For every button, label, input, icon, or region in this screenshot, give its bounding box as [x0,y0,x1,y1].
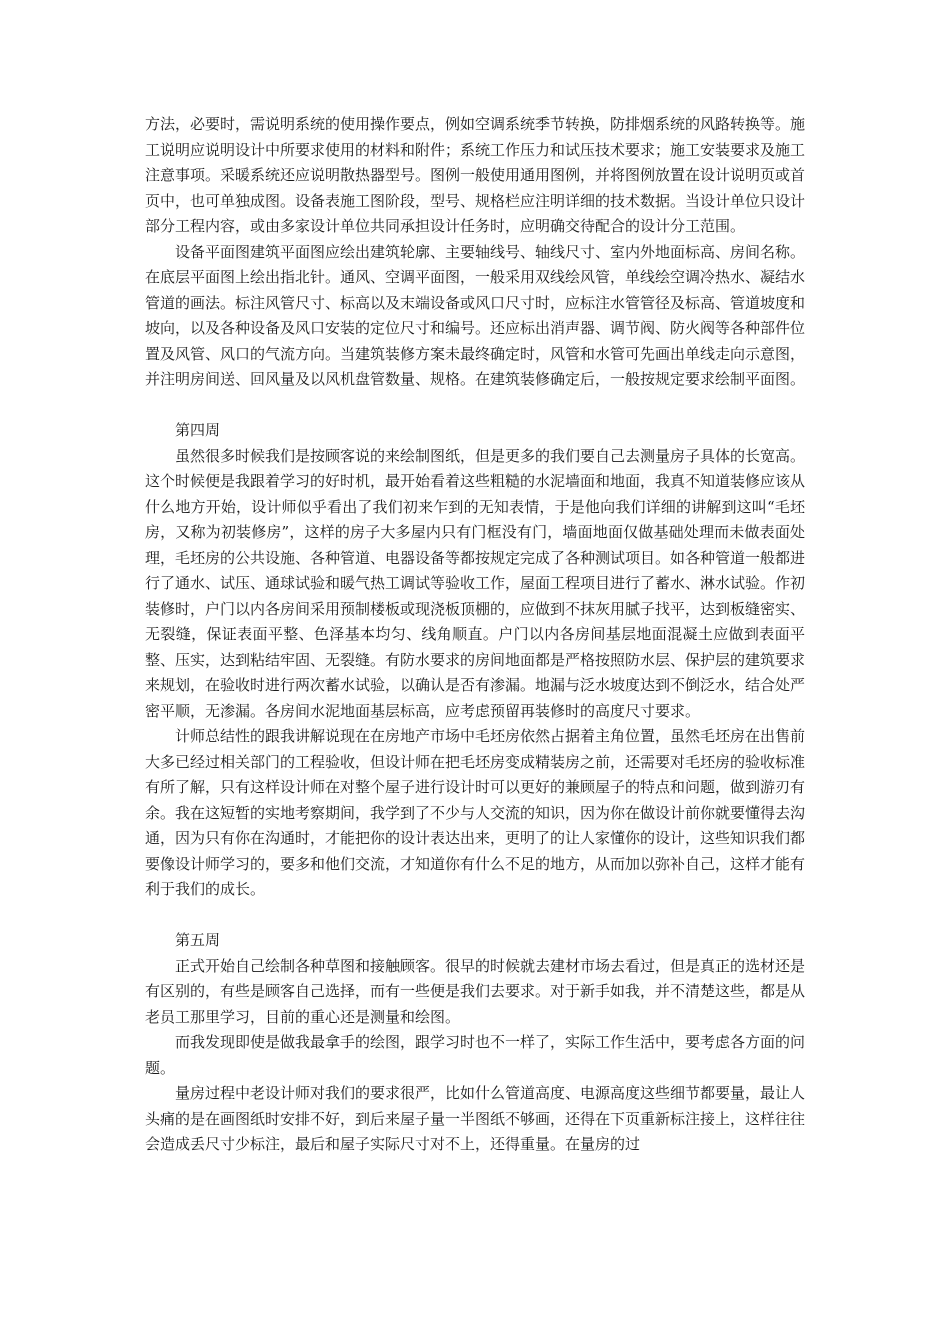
week4-paragraph-2: 计师总结性的跟我讲解说现在在房地产市场中毛坯房依然占据着主角位置，虽然毛坯房在出售前大多已经过相关部门的工程验收，但设计师在把毛坯房变成精装房之前，还需要对毛坯房的验收标准有所了解，只有这样设计师在对整个屋子进行设计时可以更好的兼顾屋子的特点和问题，做到游刃有余。我在这短暂的实地考察期间，我学到了不少与人交流的知识，因为你在做设计前你就要懂得去沟通，因为只有你在沟通时，才能把你的设计表达出来，更明了的让人家懂你的设计，这些知识我们都要像设计师学习的，要多和他们交流，才知道你有什么不足的地方，从而加以弥补自己，这样才能有利于我们的成长。 [145,727,806,898]
section-spacer [145,393,805,419]
week5-heading: 第五周 [175,931,221,949]
section-spacer [145,903,805,929]
week4-heading: 第四周 [175,421,221,439]
intro-paragraph-2: 设备平面图建筑平面图应绘出建筑轮廓、主要轴线号、轴线尺寸、室内外地面标高、房间名称。在底层平面图上绘出指北针。通风、空调平面图，一般采用双线绘风管，单线绘空调冷热水、凝结水管道的画法。标注风管尺寸、标高以及末端设备或风口尺寸时，应标注水管管径及标高、管道坡度和坡向，以及各种设备及风口安装的定位尺寸和编号。还应标出消声器、调节阀、防火阀等各种部件位置及风管、风口的气流方向。当建筑装修方案未最终确定时，风管和水管可先画出单线走向示意图，并注明房间送、回风量及以风机盘管数量、规格。在建筑装修确定后，一般按规定要求绘制平面图。 [145,242,806,388]
week5-paragraph-3: 量房过程中老设计师对我们的要求很严，比如什么管道高度、电源高度这些细节都要量，最让人头痛的是在画图纸时安排不好，到后来屋子量一半图纸不够画，还得在下页重新标注接上，这样往往会造成丢尺寸少标注，最后和屋子实际尺寸对不上，还得重量。在量房的过 [145,1084,806,1153]
week5-paragraph-1: 正式开始自己绘制各种草图和接触顾客。很早的时候就去建材市场去看过，但是真正的选材还是有区别的，有些是顾客自己选择，而有一些便是我们去要求。对于新手如我，并不清楚这些，都是从老员工那里学习，目前的重心还是测量和绘图。 [145,956,806,1026]
week5-paragraph-2: 而我发现即使是做我最拿手的绘图，跟学习时也不一样了，实际工作生活中，要考虑各方面的问题。 [145,1033,806,1077]
intro-paragraph-1: 方法，必要时，需说明系统的使用操作要点，例如空调系统季节转换，防排烟系统的风路转换等。施工说明应说明设计中所要求使用的材料和附件；系统工作压力和试压技术要求；施工安装要求及施工注意事项。采暖系统还应说明散热器型号。图例一般使用通用图例，并将图例放置在设计说明页或首页中，也可单独成图。设备表施工图阶段，型号、规格栏应注明详细的技术数据。当设计单位只设计部分工程内容，或由多家设计单位共同承担设计任务时，应明确交待配合的设计分工范围。 [145,115,806,235]
week4-paragraph-1: 虽然很多时候我们是按顾客说的来绘制图纸，但是更多的我们要自己去测量房子具体的长宽高。这个时候便是我跟着学习的好时机，最开始看着这些粗糙的水泥墙面和地面，我真不知道装修应该从什么地方开始，设计师似乎看出了我们初来乍到的无知表情，于是他向我们详细的讲解到这叫“毛坯房，又称为初装修房”，这样的房子大多屋内只有门框没有门，墙面地面仅做基础处理而未做表面处理，毛坯房的公共设施、各种管道、电器设备等都按规定完成了各种测试项目。如各种管道一般都进行了通水、试压、通球试验和暖气热工调试等验收工作，屋面工程项目进行了蓄水、淋水试验。作初装修时，户门以内各房间采用预制楼板或现浇板顶棚的，应做到不抹灰用腻子找平，达到板缝密实、无裂缝，保证表面平整、色泽基本均匀、线角顺直。户门以内各房间基层地面混凝土应做到表面平整、压实，达到粘结牢固、无裂缝。有防水要求的房间地面都是严格按照防水层、保护层的建筑要求来规划，在验收时进行两次蓄水试验，以确认是否有渗漏。地漏与泛水坡度达到不倒泛水，结合处严密平顺，无渗漏。各房间水泥地面基层标高，应考虑预留再装修时的高度尺寸要求。 [145,446,806,720]
document-page [145,112,805,1158]
